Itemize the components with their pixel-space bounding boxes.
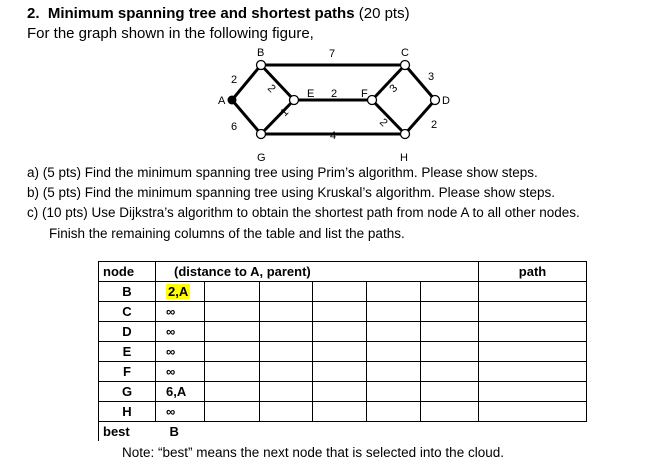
node-a-label: A	[218, 95, 226, 107]
blank-cell[interactable]	[260, 362, 313, 382]
problem-title: 2. Minimum spanning tree and shortest paths (20 pts)	[27, 5, 410, 22]
blank-cell[interactable]	[367, 282, 421, 302]
blank-cell[interactable]	[421, 342, 479, 362]
node-g-marker	[257, 130, 266, 139]
blank-cell[interactable]	[421, 302, 479, 322]
weight-e-f: 2	[331, 88, 338, 100]
problem-intro: For the graph shown in the following figure,	[27, 25, 314, 42]
blank-cell[interactable]	[260, 282, 313, 302]
table-row	[99, 362, 587, 382]
blank-cell[interactable]	[421, 382, 479, 402]
weight-e-g: 1	[278, 106, 292, 120]
blank-cell[interactable]	[367, 342, 421, 362]
distance-cell: ∞	[156, 302, 205, 322]
path-cell[interactable]	[479, 282, 587, 302]
table-row	[99, 302, 587, 322]
path-cell[interactable]	[479, 402, 587, 422]
weight-a-b: 2	[231, 74, 238, 86]
blank-cell[interactable]	[205, 342, 260, 362]
table-row	[99, 322, 587, 342]
blank-cell[interactable]	[313, 342, 367, 362]
best-row	[99, 422, 587, 442]
row-node: B	[99, 282, 156, 302]
node-e-label: E	[307, 88, 315, 100]
path-cell[interactable]	[479, 382, 587, 402]
blank-cell[interactable]	[260, 402, 313, 422]
blank-cell[interactable]	[205, 382, 260, 402]
header-node: node	[99, 262, 156, 282]
blank-cell[interactable]	[313, 362, 367, 382]
node-e-marker	[290, 96, 299, 105]
distance-cell: ∞	[156, 362, 205, 382]
blank-cell[interactable]	[260, 382, 313, 402]
row-node: D	[99, 322, 156, 342]
table-row	[99, 282, 587, 302]
path-cell[interactable]	[479, 322, 587, 342]
table-note: Note: “best” means the next node that is selected into the cloud.	[122, 445, 504, 460]
path-cell[interactable]	[479, 342, 587, 362]
blank-cell[interactable]	[367, 322, 421, 342]
distance-cell: ∞	[156, 342, 205, 362]
path-cell[interactable]	[479, 362, 587, 382]
blank-cell[interactable]	[313, 402, 367, 422]
blank-cell[interactable]	[205, 322, 260, 342]
blank-cell[interactable]	[260, 322, 313, 342]
row-node: E	[99, 342, 156, 362]
node-h-marker	[401, 130, 410, 139]
weight-a-g: 6	[231, 121, 238, 133]
path-cell[interactable]	[479, 302, 587, 322]
header-path: path	[479, 262, 587, 282]
node-b-label: B	[257, 47, 265, 59]
weight-c-d: 3	[428, 71, 435, 83]
weight-f-c: 3	[387, 82, 401, 96]
row-node: G	[99, 382, 156, 402]
question-c: c) (10 pts) Use Dijkstra’s algorithm to obtain the shortest path from node A to all other nodes.	[27, 205, 580, 220]
header-distance: (distance to A, parent)	[156, 262, 479, 282]
table-row	[99, 342, 587, 362]
question-b: b) (5 pts) Find the minimum spanning tree using Kruskal’s algorithm. Please show steps.	[27, 185, 555, 200]
blank-cell[interactable]	[205, 302, 260, 322]
edge-f-c	[372, 65, 405, 100]
distance-cell: ∞	[156, 402, 205, 422]
node-c-label: C	[401, 47, 409, 59]
best-label: best	[99, 422, 156, 442]
row-node: C	[99, 302, 156, 322]
question-a: a) (5 pts) Find the minimum spanning tree using Prim’s algorithm. Please show steps.	[27, 165, 538, 180]
table-row	[99, 402, 587, 422]
node-d-marker	[431, 96, 440, 105]
blank-cell[interactable]	[205, 282, 260, 302]
blank-cell[interactable]	[313, 322, 367, 342]
blank-cell[interactable]	[260, 342, 313, 362]
blank-cell[interactable]	[367, 382, 421, 402]
distance-cell: ∞	[156, 322, 205, 342]
weight-g-h: 4	[330, 130, 337, 142]
node-g-label: G	[257, 152, 266, 164]
blank-cell[interactable]	[205, 402, 260, 422]
node-c-marker	[401, 61, 410, 70]
node-b-marker	[257, 61, 266, 70]
blank-cell[interactable]	[367, 362, 421, 382]
table-row	[99, 382, 587, 402]
blank-cell[interactable]	[313, 302, 367, 322]
weight-b-e: 2	[264, 82, 278, 96]
edge-f-h	[372, 100, 405, 134]
table-header-row	[99, 262, 587, 282]
blank-cell[interactable]	[313, 282, 367, 302]
blank-cell[interactable]	[367, 302, 421, 322]
row-node: F	[99, 362, 156, 382]
graph-figure	[195, 40, 465, 170]
weight-b-c: 7	[329, 48, 336, 60]
distance-cell	[156, 282, 205, 302]
node-a-marker	[228, 96, 237, 105]
blank-cell[interactable]	[205, 362, 260, 382]
node-f-label: F	[361, 88, 368, 100]
node-h-label: H	[400, 152, 408, 164]
node-f-marker	[368, 96, 377, 105]
highlighted-value: 2,A	[168, 284, 189, 299]
blank-cell[interactable]	[421, 282, 479, 302]
weight-h-d: 2	[431, 119, 438, 131]
blank-cell[interactable]	[421, 362, 479, 382]
blank-cell[interactable]	[421, 402, 479, 422]
node-d-label: D	[442, 95, 450, 107]
question-c-continued: Finish the remaining columns of the table and list the paths.	[49, 226, 405, 241]
dijkstra-table	[98, 261, 587, 441]
blank-cell[interactable]	[260, 302, 313, 322]
weight-f-h: 2	[376, 116, 390, 130]
distance-cell: 6,A	[156, 382, 205, 402]
row-node: H	[99, 402, 156, 422]
blank-cell[interactable]	[421, 322, 479, 342]
best-value: B	[156, 422, 205, 442]
edge-e-g	[261, 100, 294, 134]
blank-cell[interactable]	[367, 402, 421, 422]
blank-cell[interactable]	[313, 382, 367, 402]
edge-b-e	[261, 65, 294, 100]
